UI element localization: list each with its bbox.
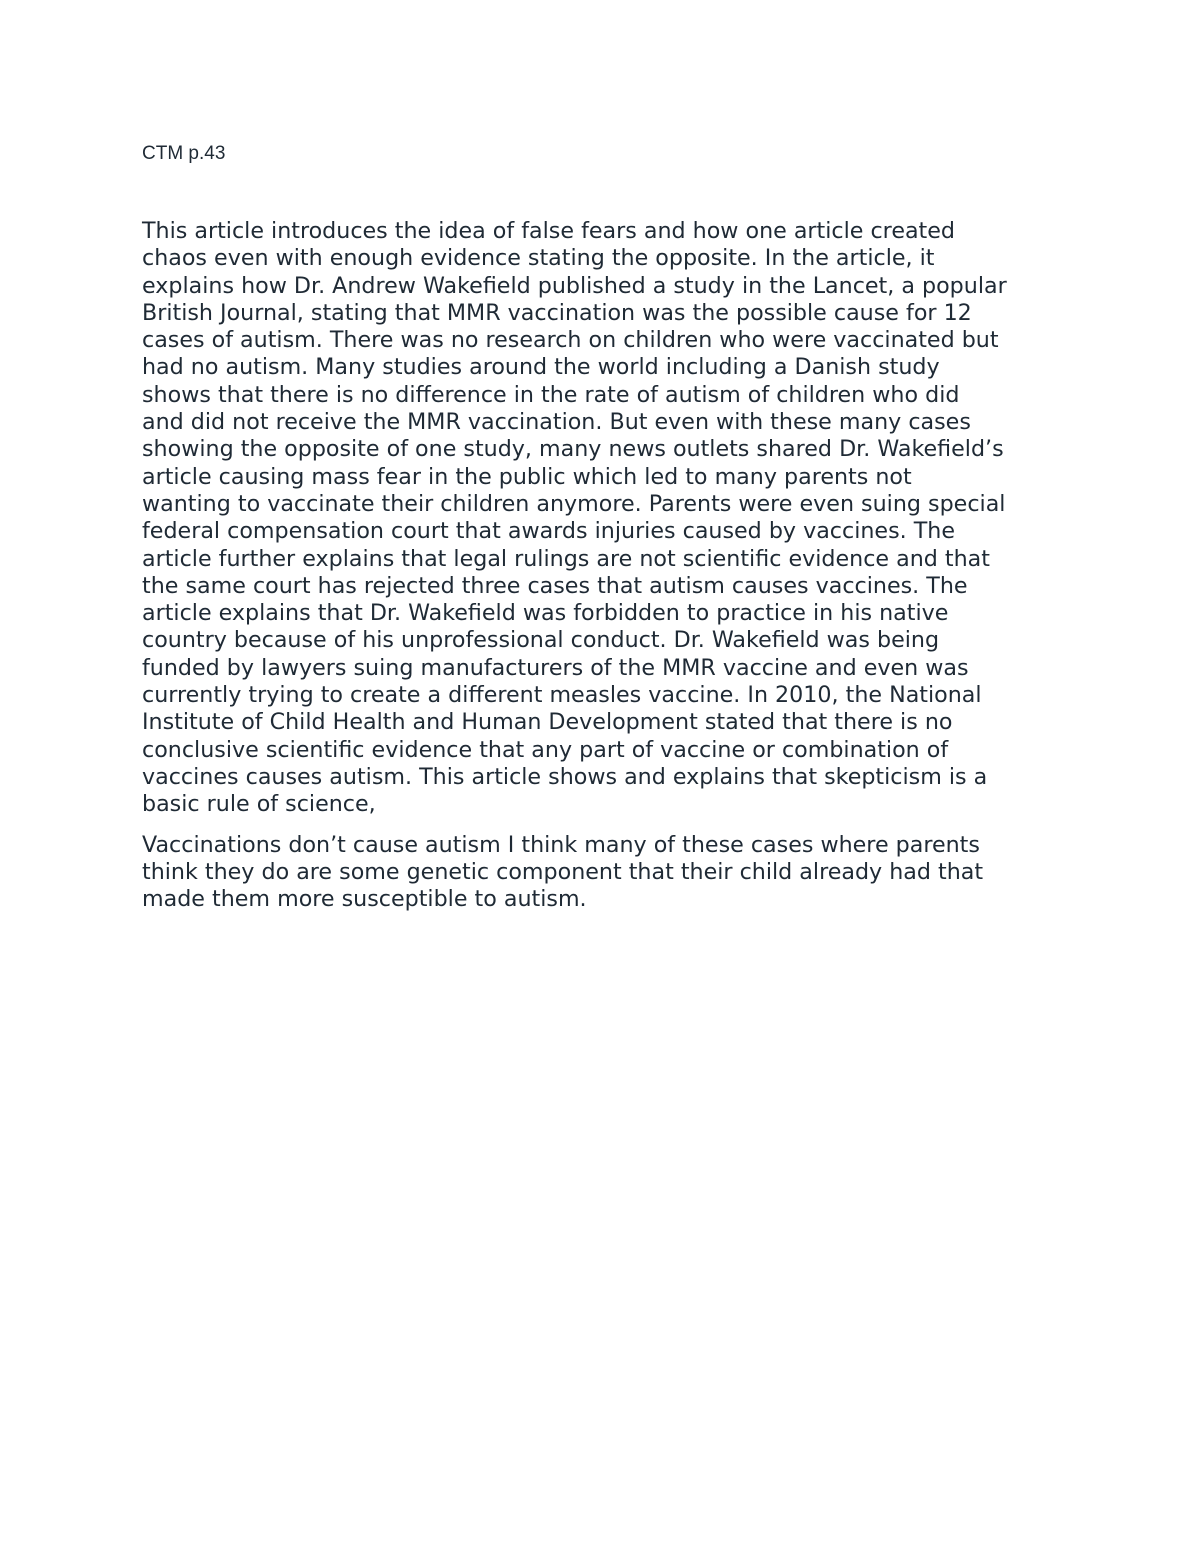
paragraph-summary xyxy=(142,218,1072,819)
page-heading: CTM p.43 xyxy=(142,143,226,164)
text-line: article further explains that legal rulings are not scientific evidence and that xyxy=(142,545,990,572)
text-line: funded by lawyers suing manufacturers of the MMR vaccine and even was xyxy=(142,654,969,681)
text-line: British Journal, stating that MMR vaccination was the possible cause for 12 xyxy=(142,299,972,326)
text-line: made them more susceptible to autism. xyxy=(142,886,587,913)
text-line: Institute of Child Health and Human Development stated that there is no xyxy=(142,709,953,736)
text-line: shows that there is no difference in the rate of autism of children who did xyxy=(142,381,960,408)
text-line: and did not receive the MMR vaccination. But even with these many cases xyxy=(142,409,971,436)
text-line: federal compensation court that awards injuries caused by vaccines. The xyxy=(142,518,956,545)
text-line: wanting to vaccinate their children anymore. Parents were even suing special xyxy=(142,490,1006,517)
text-line: cases of autism. There was no research on children who were vaccinated but xyxy=(142,327,999,354)
text-line: the same court has rejected three cases that autism causes vaccines. The xyxy=(142,572,968,599)
paragraph-opinion xyxy=(142,832,1072,914)
text-line: conclusive scientific evidence that any part of vaccine or combination of xyxy=(142,736,949,763)
text-line: currently trying to create a different measles vaccine. In 2010, the National xyxy=(142,682,982,709)
text-line: Vaccinations don’t cause autism I think many of these cases where parents xyxy=(142,831,980,858)
text-line: country because of his unprofessional conduct. Dr. Wakefield was being xyxy=(142,627,940,654)
text-line: chaos even with enough evidence stating the opposite. In the article, it xyxy=(142,245,935,272)
text-line: had no autism. Many studies around the world including a Danish study xyxy=(142,354,940,381)
text-line: basic rule of science, xyxy=(142,791,376,818)
text-line: vaccines causes autism. This article shows and explains that skepticism is a xyxy=(142,763,988,790)
text-line: This article introduces the idea of false fears and how one article created xyxy=(142,218,955,244)
text-line: think they do are some genetic component that their child already had that xyxy=(142,858,984,885)
text-line: explains how Dr. Andrew Wakefield published a study in the Lancet, a popular xyxy=(142,272,1007,299)
document-content xyxy=(142,140,1072,913)
text-line: article causing mass fear in the public which led to many parents not xyxy=(142,463,912,490)
text-line: showing the opposite of one study, many news outlets shared Dr. Wakefield’s xyxy=(142,436,1004,463)
text-line: article explains that Dr. Wakefield was forbidden to practice in his native xyxy=(142,600,949,627)
